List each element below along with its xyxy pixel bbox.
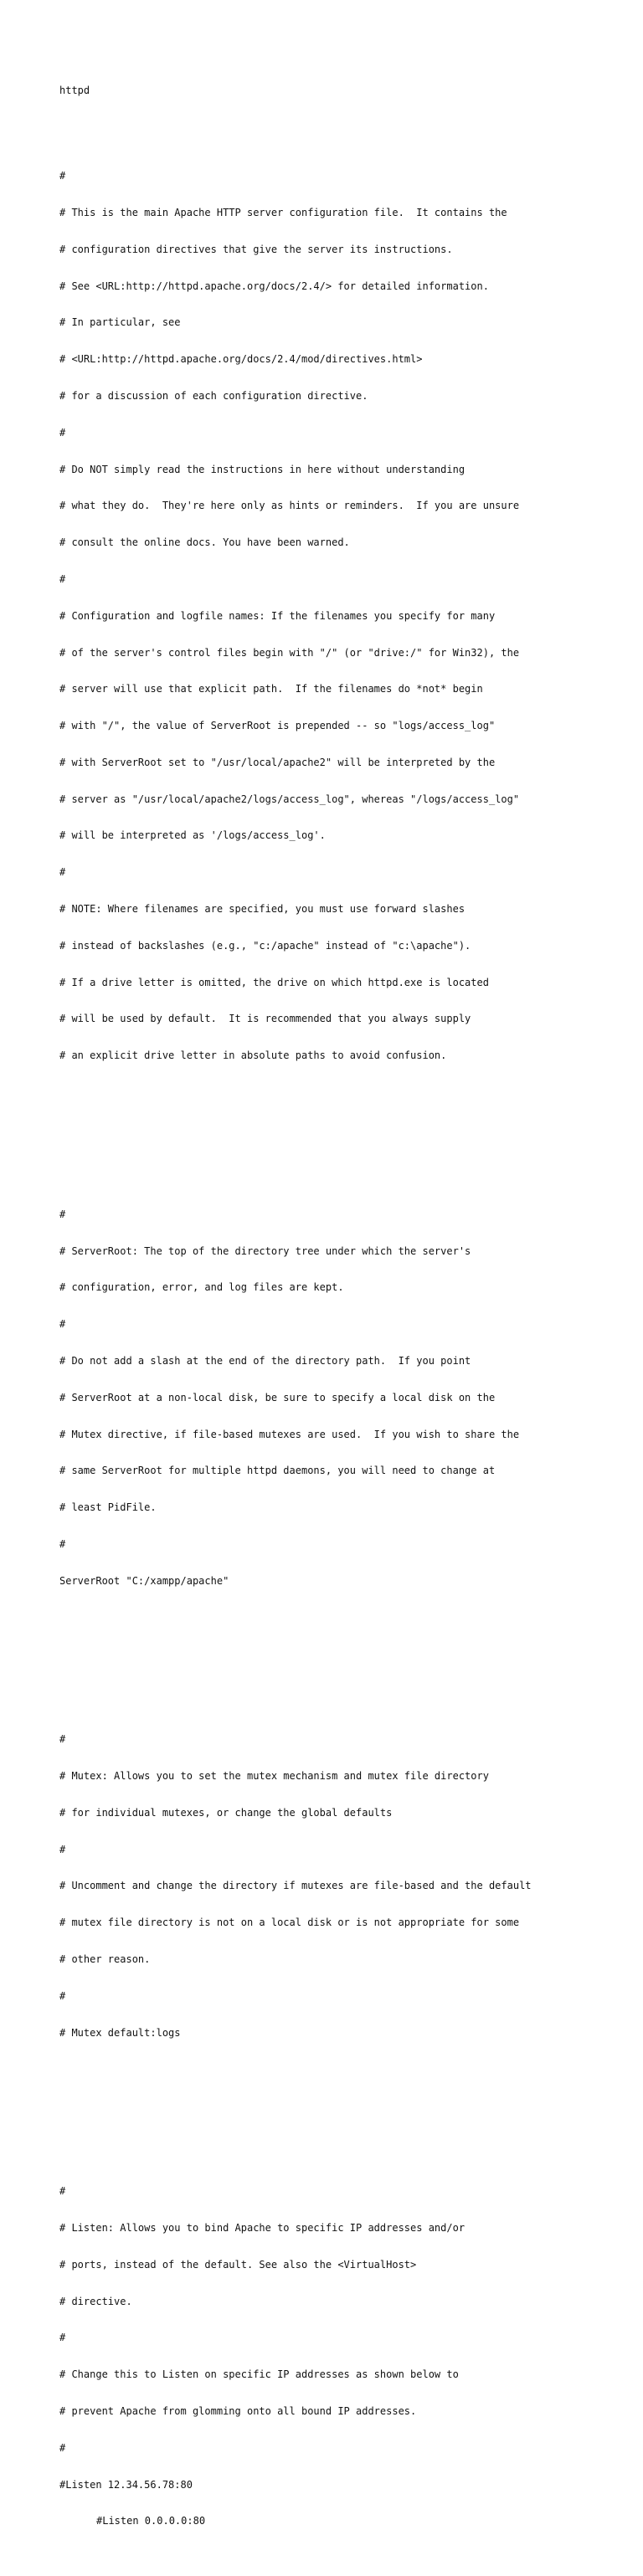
text-line: # Mutex: Allows you to set the mutex mechanism and mutex file directory: [59, 1770, 489, 1783]
text-line: # configuration directives that give the server its instructions.: [59, 243, 453, 255]
section-intro: [59, 146, 532, 1086]
text-line: # of the server's control files begin with "/" (or "drive:/" for Win32), the: [59, 646, 520, 659]
text-line: # server as "/usr/local/apache2/logs/access_log", whereas "/logs/access_log": [59, 793, 520, 805]
text-line: # consult the online docs. You have been warned.: [59, 536, 350, 549]
text-line: # Configuration and logfile names: If the filenames you specify for many: [59, 609, 496, 622]
text-line: # In particular, see: [59, 316, 181, 329]
config-file-text: [59, 60, 532, 2576]
text-line: #: [59, 572, 66, 585]
section-listen: [59, 2161, 532, 2552]
text-line: # Change this to Listen on specific IP addresses as shown below to: [59, 2368, 459, 2381]
text-line: # an explicit drive letter in absolute paths to avoid confusion.: [59, 1049, 447, 1062]
text-line: # will be used by default. It is recommended that you always supply: [59, 1013, 471, 1025]
document-title: httpd: [59, 85, 90, 97]
text-line: # Uncomment and change the directory if mutexes are file-based and the default: [59, 1880, 532, 1892]
text-line: # Do NOT simply read the instructions in here without understanding: [59, 463, 466, 475]
blank-line: [59, 1648, 532, 1660]
text-line: #: [59, 2185, 66, 2198]
text-line: # with "/", the value of ServerRoot is prepended -- so "logs/access_log": [59, 720, 496, 732]
text-line: # ports, instead of the default. See also the <VirtualHost>: [59, 2258, 417, 2271]
text-line: # with ServerRoot set to "/usr/local/apache2" will be interpreted by the: [59, 756, 496, 768]
text-line: # configuration, error, and log files are kept.: [59, 1281, 344, 1294]
text-line: #: [59, 1733, 66, 1746]
text-line: # Mutex default:logs: [59, 2026, 181, 2039]
text-line: # Do not add a slash at the end of the directory path. If you point: [59, 1354, 471, 1367]
text-line: # directive.: [59, 2295, 132, 2307]
text-line: #: [59, 1318, 66, 1331]
text-line: # mutex file directory is not on a local disk or is not appropriate for some: [59, 1917, 520, 1929]
serverroot-directive: ServerRoot "C:/xampp/apache": [59, 1574, 229, 1587]
text-line: # for a discussion of each configuration directive.: [59, 390, 368, 403]
text-line: #: [59, 1537, 66, 1550]
section-serverroot: [59, 1184, 532, 1612]
text-line: # This is the main Apache HTTP server configuration file. It contains the: [59, 207, 507, 219]
text-line: # If a drive letter is omitted, the drive on which httpd.exe is located: [59, 976, 489, 988]
text-line: #: [59, 1208, 66, 1220]
text-line: #: [59, 2332, 66, 2344]
text-line: #: [59, 866, 66, 879]
text-line: # See <URL:http://httpd.apache.org/docs/2.4/> for detailed information.: [59, 280, 489, 292]
text-line: # what they do. They're here only as hints or reminders. If you are unsure: [59, 500, 520, 512]
text-line: # least PidFile.: [59, 1501, 157, 1514]
text-line: # for individual mutexes, or change the global defaults: [59, 1806, 393, 1819]
text-line: # will be interpreted as '/logs/access_log'.: [59, 829, 326, 842]
text-line: # other reason.: [59, 1953, 151, 1966]
text-line: # prevent Apache from glomming onto all bound IP addresses.: [59, 2405, 417, 2417]
listen-directive-indented: #Listen 0.0.0.0:80: [96, 2515, 206, 2527]
text-line: # instead of backslashes (e.g., "c:/apache" instead of "c:\apache").: [59, 939, 471, 952]
text-line: # ServerRoot at a non-local disk, be sure to specify a local disk on the: [59, 1391, 496, 1403]
text-line: #: [59, 170, 66, 182]
blank-line: [59, 2100, 532, 2112]
listen-directive-commented: #Listen 12.34.56.78:80: [59, 2478, 193, 2491]
text-line: # Mutex directive, if file-based mutexes are used. If you wish to share the: [59, 1428, 520, 1440]
text-line: #: [59, 1843, 66, 1855]
text-line: # ServerRoot: The top of the directory tree under which the server's: [59, 1244, 471, 1257]
blank-line: [59, 1123, 532, 1136]
text-line: # <URL:http://httpd.apache.org/docs/2.4/mod/directives.html>: [59, 353, 423, 366]
section-mutex: [59, 1709, 532, 2063]
text-line: # server will use that explicit path. If the filenames do *not* begin: [59, 683, 483, 695]
text-line: # Listen: Allows you to bind Apache to specific IP addresses and/or: [59, 2222, 466, 2235]
text-line: #: [59, 426, 66, 439]
text-line: #: [59, 1989, 66, 2002]
text-line: # same ServerRoot for multiple httpd daemons, you will need to change at: [59, 1465, 496, 1477]
text-line: #: [59, 2441, 66, 2454]
text-line: # NOTE: Where filenames are specified, you must use forward slashes: [59, 902, 466, 915]
